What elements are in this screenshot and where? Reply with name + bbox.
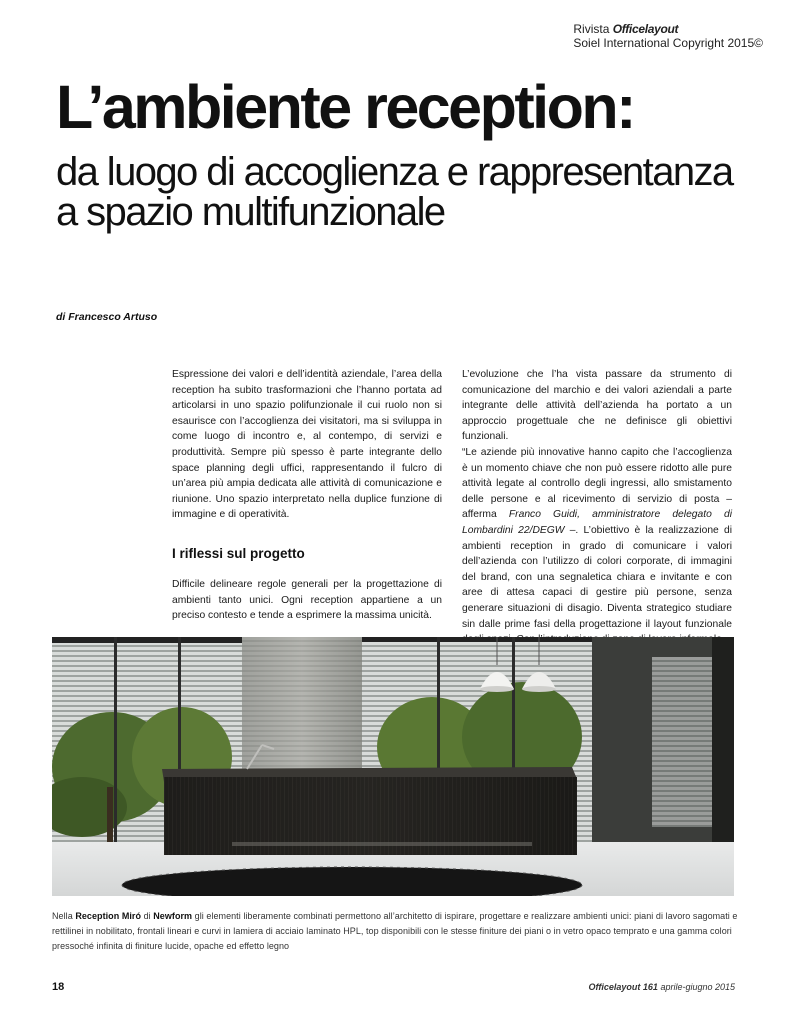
quote-text-start: “Le aziende più innovative hanno capito che l’accoglienza è un momento chiave che non può essere ridotto alle pure attività legate al controllo degli ingressi, allo smistamento delle persone e al ricevimento di servizio di posta – afferma xyxy=(462,446,732,521)
page-number: 18 xyxy=(52,981,65,993)
caption-text: di xyxy=(141,911,154,921)
section-paragraph: Difficile delineare regole generali per la progettazione di ambienti tanto unici. Ogni reception appartiene a un preciso contesto e tende a esprimere la massima unicità. xyxy=(172,578,442,622)
caption-text: gli elementi liberamente combinati permettono all’architetto di ispirare, progettare e realizzare ambienti unici: piani di lavoro sagomati e rettilinei in nobilitato, frontali lineari e curvi in lamiera di acciaio laminato HPL, top disponibili con le stesse finiture dei piani o in vetro opaco temprato e una gamma colori pressoché infinita di finiture lucide, opache ed effetto legno xyxy=(52,911,738,951)
reception-photo xyxy=(52,637,734,896)
footer-magazine-issue: Officelayout 161 xyxy=(588,982,658,992)
article-column-left xyxy=(172,367,442,624)
body-paragraph-2 xyxy=(462,445,732,648)
quote-author: Franco Guidi, amministratore delegato di Lombardini 22/DEGW xyxy=(462,509,732,536)
masthead xyxy=(573,22,763,50)
byline: di Francesco Artuso xyxy=(56,311,158,323)
caption-text: Nella xyxy=(52,911,76,921)
article-column-right xyxy=(462,367,732,648)
footer-issue xyxy=(589,982,735,992)
caption-product: Reception Miró xyxy=(75,911,142,921)
footer-issue-date: aprile-giugno 2015 xyxy=(660,982,735,992)
article-title: L’ambiente reception: xyxy=(56,73,634,141)
caption-maker: Newform xyxy=(153,911,193,921)
quote-text-end: –. L’obiettivo è la realizzazione di ambienti reception in grado di comunicare i valori dell’azienda con l’utilizzo di colori corporate, di immagini del brand, con una segnaletica chiara e invitante e con aree di attesa capaci di gestire più persone, senza generare situazioni di disagio. Diventa strategico studiare sin dalle prime fasi della progettazione il layout funzionale xyxy=(462,524,732,630)
section-heading: I riflessi sul progetto xyxy=(172,545,305,561)
article-subtitle: da luogo di accoglienza e rappresentanza a spazio multifunzionale xyxy=(56,150,733,234)
body-paragraph-1: L’evoluzione che l’ha vista passare da strumento di comunicazione del marchio e dei valori aziendali a parte integrante delle attività dell’azienda ha portato a un approccio progettuale che ne definisce gli obiettivi funzionali. xyxy=(462,369,732,443)
copyright-line: Soiel International Copyright 2015© xyxy=(573,36,763,50)
magazine-brand: Officelayout xyxy=(612,22,679,36)
magazine-prefix: Rivista xyxy=(573,22,610,36)
intro-paragraph: Espressione dei valori e dell’identità aziendale, l’area della reception ha subito trasformazioni che l’hanno portata ad articolarsi in uno spazio polifunzionale il cui ruolo non si esaurisce con l’accoglienza dei visitatori, ma si sviluppa in come luogo di incontro e, al contempo, di servizi e produttività. Sempre più spesso è parte integrante dello space planning degli uffici, rappresentando il fulcro di un’area più ampia dedicata alle attività di comunicazione e riunione. Uno spazio interpretato nella duplice funzione di immagine e di operatività. xyxy=(172,369,442,521)
photo-caption xyxy=(52,909,742,954)
